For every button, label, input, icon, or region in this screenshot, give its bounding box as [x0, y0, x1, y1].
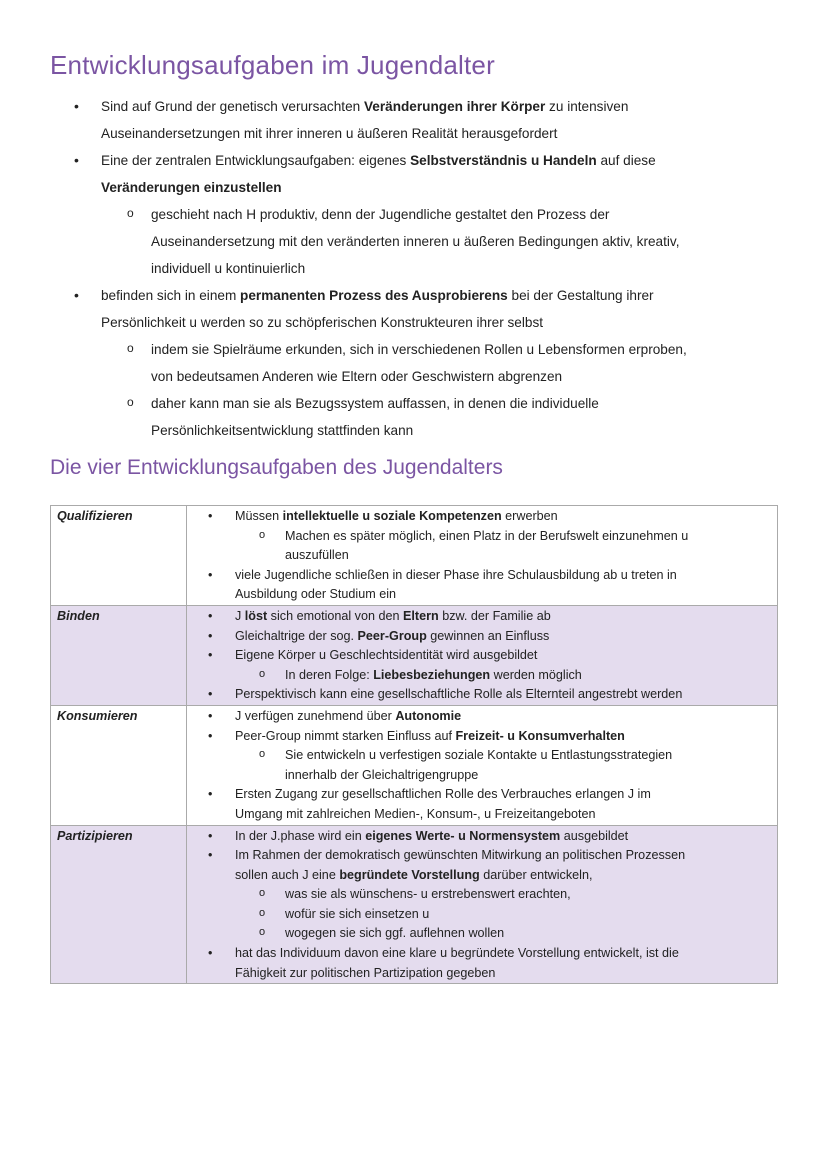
row-label: Konsumieren — [51, 705, 187, 825]
sub-list-item: o geschieht nach H produktiv, denn der Jugendliche gestaltet den Prozess der Auseinandersetzung mit den veränderten inneren u äußeren Bedingungen aktiv, kreativ, individuell u kontinuierlich — [50, 201, 780, 282]
row-label: Binden — [51, 605, 187, 705]
intro-list — [50, 93, 780, 444]
section-title: Die vier Entwicklungsaufgaben des Jugendalters — [50, 456, 503, 479]
sub-list-item: o wogegen sie sich ggf. auflehnen wollen — [193, 924, 773, 944]
list-item: • befinden sich in einem permanenten Prozess des Ausprobierens bei der Gestaltung ihrer Persönlichkeit u werden so zu schöpferischen Konstrukteuren ihrer selbst — [50, 282, 780, 336]
list-item: • Sind auf Grund der genetisch verursachten Veränderungen ihrer Körper zu intensiven Auseinandersetzungen mit ihrer inneren u äußeren Realität herausgefordert — [50, 93, 780, 147]
list-item: • viele Jugendliche schließen in dieser Phase ihre Schulausbildung ab u treten in Ausbildung oder Studium ein — [193, 566, 773, 605]
list-item: • Peer-Group nimmt starken Einfluss auf Freizeit- u Konsumverhalten — [193, 727, 773, 747]
list-item: • J verfügen zunehmend über Autonomie — [193, 707, 773, 727]
table-row-binden — [51, 605, 778, 705]
list-item: • hat das Individuum davon eine klare u begründete Vorstellung entwickelt, ist die Fähigkeit zur politischen Partizipation gegeben — [193, 944, 773, 983]
sub-list-item: o was sie als wünschens- u erstrebenswert erachten, — [193, 885, 773, 905]
list-item: • In der J.phase wird ein eigenes Werte- u Normensystem ausgebildet — [193, 827, 773, 847]
sub-list-item: o Sie entwickeln u verfestigen soziale Kontakte u Entlastungsstrategien innerhalb der Gleichaltrigengruppe — [193, 746, 773, 785]
list-item: • Müssen intellektuelle u soziale Kompetenzen erwerben — [193, 507, 773, 527]
row-content — [187, 605, 778, 705]
row-content — [187, 825, 778, 984]
table-row-qualifizieren — [51, 506, 778, 606]
page-title: Entwicklungsaufgaben im Jugendalter — [50, 50, 495, 80]
row-label: Partizipieren — [51, 825, 187, 984]
list-item: • Ersten Zugang zur gesellschaftlichen Rolle des Verbrauches erlangen J im Umgang mit zahlreichen Medien-, Konsum-, u Freizeitangeboten — [193, 785, 773, 824]
list-item: • Eigene Körper u Geschlechtsidentität wird ausgebildet — [193, 646, 773, 666]
list-item: • Eine der zentralen Entwicklungsaufgaben: eigenes Selbstverständnis u Handeln auf diese Veränderungen einzustellen — [50, 147, 780, 201]
tasks-table — [50, 505, 778, 984]
row-label: Qualifizieren — [51, 506, 187, 606]
sub-list-item: o wofür sie sich einsetzen u — [193, 905, 773, 925]
sub-list-item: o Machen es später möglich, einen Platz in der Berufswelt einzunehmen u auszufüllen — [193, 527, 773, 566]
list-item: • Gleichaltrige der sog. Peer-Group gewinnen an Einfluss — [193, 627, 773, 647]
sub-list-item: o In deren Folge: Liebesbeziehungen werden möglich — [193, 666, 773, 686]
table-row-konsumieren — [51, 705, 778, 825]
sub-list-item: o daher kann man sie als Bezugssystem auffassen, in denen die individuelle Persönlichkeitsentwicklung stattfinden kann — [50, 390, 780, 444]
row-content — [187, 506, 778, 606]
row-content — [187, 705, 778, 825]
list-item: • Perspektivisch kann eine gesellschaftliche Rolle als Elternteil angestrebt werden — [193, 685, 773, 705]
list-item: • Im Rahmen der demokratisch gewünschten Mitwirkung an politischen Prozessen sollen auch J eine begründete Vorstellung darüber entwickeln, — [193, 846, 773, 885]
sub-list-item: o indem sie Spielräume erkunden, sich in verschiedenen Rollen u Lebensformen erproben, von bedeutsamen Anderen wie Eltern oder Geschwistern abgrenzen — [50, 336, 780, 390]
table-row-partizipieren — [51, 825, 778, 984]
list-item: • J löst sich emotional von den Eltern bzw. der Familie ab — [193, 607, 773, 627]
